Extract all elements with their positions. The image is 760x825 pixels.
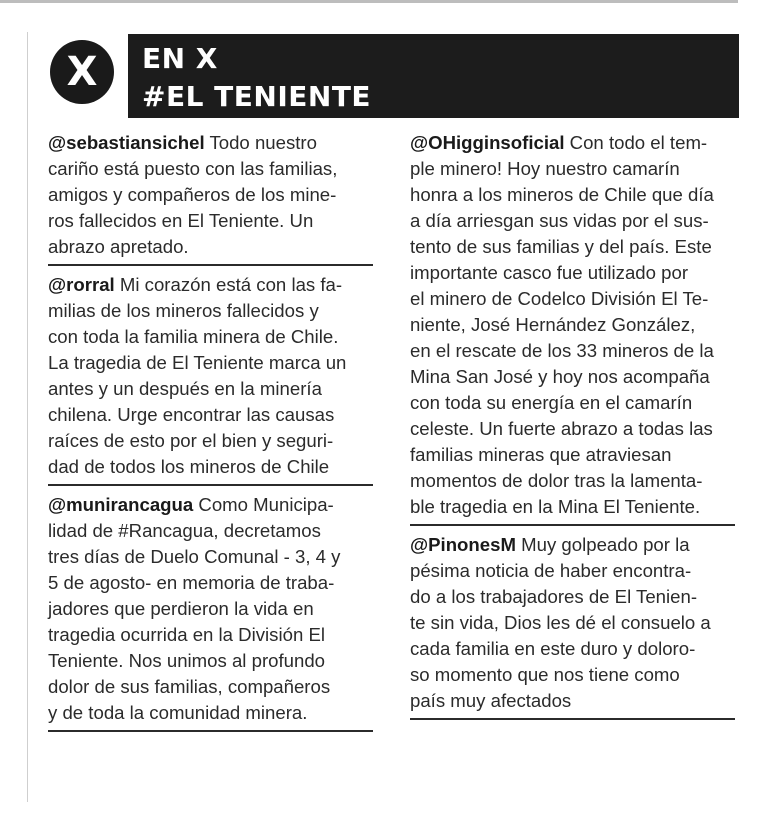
tweet-handle: @PinonesM [410, 534, 516, 555]
tweet-line: cada familia en este duro y doloro- [410, 638, 696, 659]
tweet-line: importante casco fue utilizado por [410, 262, 689, 283]
tweet-line: jadores que perdieron la vida en [48, 598, 314, 619]
tweet-line: Teniente. Nos unimos al profundo [48, 650, 326, 671]
right-column [410, 130, 735, 726]
tweet-handle: @OHigginsoficial [410, 132, 565, 153]
tweet-line: La tragedia de El Teniente marca un [48, 352, 347, 373]
tweet-text: Con todo el tem- [564, 132, 708, 153]
tweet-line: te sin vida, Dios les dé el consuelo a [410, 612, 711, 633]
tweet-line: con toda la familia minera de Chile. [48, 326, 339, 347]
tweet-line: dolor de sus familias, compañeros [48, 676, 331, 697]
tweet-line [48, 492, 373, 518]
tweet-line: so momento que nos tiene como [410, 664, 680, 685]
tweet-line: do a los trabajadores de El Tenien- [410, 586, 698, 607]
left-column-rule [27, 32, 28, 802]
tweet-post [48, 492, 373, 732]
tweet-line: ble tragedia en la Mina El Teniente. [410, 496, 701, 517]
tweet-line: tragedia ocurrida en la División El [48, 624, 325, 645]
x-logo-icon [50, 40, 114, 104]
tweet-post [410, 532, 735, 720]
tweet-handle: @sebastiansichel [48, 132, 205, 153]
tweet-line: antes y un después en la minería [48, 378, 322, 399]
x-logo-letter: X [66, 49, 98, 95]
tweet-line: momentos de dolor tras la lamenta- [410, 470, 703, 491]
tweet-line: a día arriesgan sus vidas por el sus- [410, 210, 709, 231]
tweet-line: chilena. Urge encontrar las causas [48, 404, 335, 425]
tweet-text: Como Municipa- [193, 494, 334, 515]
tweet-line: abrazo apretado. [48, 236, 189, 257]
tweet-post [410, 130, 735, 526]
tweet-line: Mina San José y hoy nos acompaña [410, 366, 710, 387]
tweet-line: país muy afectados [410, 690, 572, 711]
tweet-line: niente, José Hernández González, [410, 314, 696, 335]
tweet-post [48, 272, 373, 486]
tweet-line: familias mineras que atraviesan [410, 444, 672, 465]
tweet-line: cariño está puesto con las familias, [48, 158, 338, 179]
tweet-line: milias de los mineros fallecidos y [48, 300, 319, 321]
left-column [48, 130, 373, 738]
tweet-line: dad de todos los mineros de Chile [48, 456, 330, 477]
tweet-line: 5 de agosto- en memoria de traba- [48, 572, 335, 593]
banner-line-2: #EL TENIENTE [142, 80, 372, 113]
tweet-line: raíces de esto por el bien y seguri- [48, 430, 334, 451]
tweet-line: y de toda la comunidad minera. [48, 702, 308, 723]
tweet-line: ros fallecidos en El Teniente. Un [48, 210, 314, 231]
banner-line-1: EN X [142, 42, 218, 75]
tweet-line: tres días de Duelo Comunal - 3, 4 y [48, 546, 341, 567]
tweet-line: el minero de Codelco División El Te- [410, 288, 709, 309]
tweet-line: lidad de #Rancagua, decretamos [48, 520, 321, 541]
tweet-line [48, 130, 373, 156]
tweet-line [48, 272, 373, 298]
top-rule [0, 0, 738, 3]
tweet-line: celeste. Un fuerte abrazo a todas las [410, 418, 713, 439]
tweet-line: pésima noticia de haber encontra- [410, 560, 692, 581]
tweet-line: en el rescate de los 33 mineros de la [410, 340, 714, 361]
tweet-line [410, 532, 735, 558]
tweet-handle: @rorral [48, 274, 115, 295]
tweet-text: Todo nuestro [204, 132, 317, 153]
tweet-line: amigos y compañeros de los mine- [48, 184, 337, 205]
tweet-handle: @munirancagua [48, 494, 194, 515]
tweet-line: tento de sus familias y del país. Este [410, 236, 712, 257]
tweet-line: con toda su energía en el camarín [410, 392, 693, 413]
tweet-text: Mi corazón está con las fa- [114, 274, 343, 295]
tweet-line: honra a los mineros de Chile que día [410, 184, 714, 205]
section-banner [128, 34, 739, 118]
tweet-post [48, 130, 373, 266]
tweet-text: Muy golpeado por la [515, 534, 690, 555]
tweet-line: ple minero! Hoy nuestro camarín [410, 158, 680, 179]
tweet-line [410, 130, 735, 156]
